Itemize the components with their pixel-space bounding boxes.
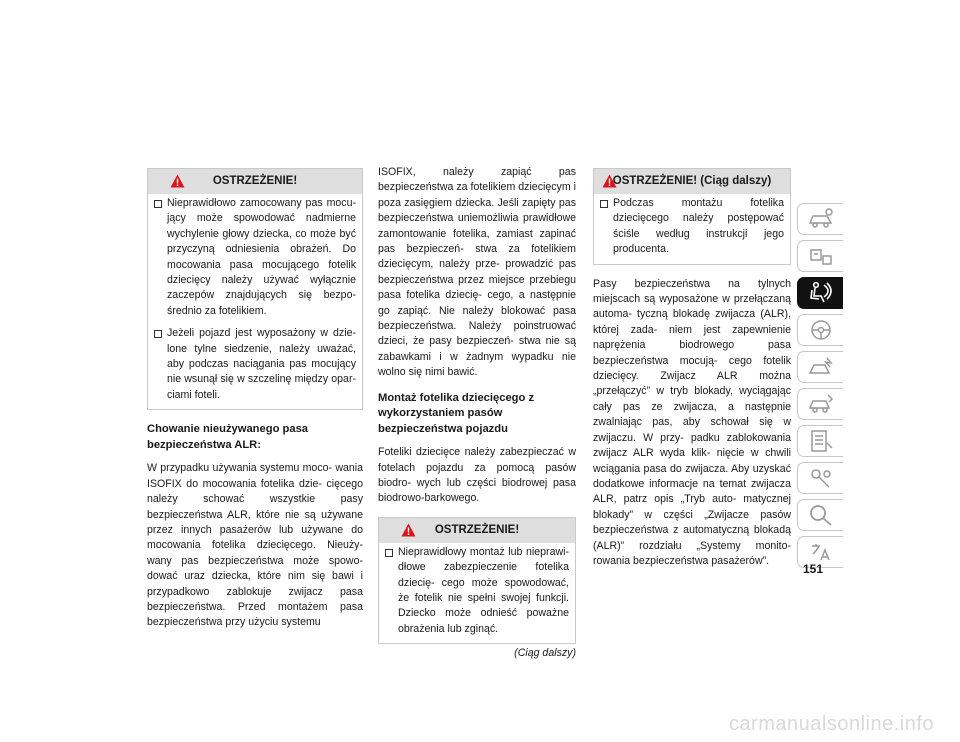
steering-wheel-icon <box>807 318 835 342</box>
section-heading: Montaż fotelika dziecięcego z wykorzystaniem pasów bezpieczeństwa pojazdu <box>378 391 535 435</box>
maintenance-list-icon <box>807 429 835 453</box>
warning-header <box>594 169 790 194</box>
body-paragraph: Pasy bezpieczeństwa na tylnych miejscach są wyposażone w przełączaną automa- tyczną blokadę zwijacza (ALR), której zada- niem jest zapewnienie naprężenia biodrowego pasa bezpieczeństwa mocują- cego fotelik dziecięcy. Zwijacz ALR można „przełączyć” w tryb blokady, wyciągając cały pas ze zwijacza, a następnie zwalniając pas, aby schował się w zwijaczu. W przy- padku zablokowania zwijacz ALR wyda klik- nięcie w chwili wciągania pasa do zwijacza. Aby uzyskać dodatkowe informacje na temat zwijacza ALR, patrz opis „Tryb auto- matycznej blokady” w części „Zwijacze pasów bezpieczeństwa z automatyczną blokadą (ALR)” rozdziału „Systemy monito- rowania bezpieczeństwa pasażerów”. <box>593 277 791 567</box>
section-heading: Chowanie nieużywanego pasa bezpieczeństwa ALR: <box>147 423 309 451</box>
warning-box <box>378 517 576 644</box>
warning-item: Jeżeli pojazd jest wyposażony w dzie- lone tylne siedzenie, należy uważać, aby podczas naciągania pas mocujący nie wsunął się w szczelinę między opar- ciami foteli. <box>154 326 356 403</box>
warning-title: OSTRZEŻENIE! (Ciąg dalszy) <box>612 175 772 187</box>
tab-service[interactable] <box>797 388 843 420</box>
warning-box <box>593 168 791 265</box>
warning-triangle-icon <box>401 523 416 537</box>
dashboard-warning-icon <box>807 244 835 268</box>
page-number: 151 <box>803 562 824 576</box>
warning-header <box>148 169 362 194</box>
checkbox-bullet-icon <box>154 330 162 338</box>
warning-title: OSTRZEŻENIE! <box>434 523 520 536</box>
airbag-seat-icon <box>807 281 835 305</box>
checkbox-bullet-icon <box>600 200 608 208</box>
tab-emergency[interactable] <box>797 351 843 383</box>
tab-vehicle-info[interactable] <box>797 203 843 235</box>
car-crash-icon <box>807 355 835 379</box>
warning-header <box>379 518 575 543</box>
column-right <box>593 168 791 579</box>
tab-index[interactable] <box>797 499 843 531</box>
body-paragraph: ISOFIX, należy zapiąć pas bezpieczeństwa za fotelikiem dziecięcym i poza zasięgiem dziecka. Jeśli zapięty pas bezpieczeństwa uniemożliwia prawidłowe zamontowanie fotelika, zamiast zapinać pas bezpieczeń- stwa za fotelikiem dziecięcym, należy prze- prowadzić pas bezpieczeństwa przez miejsce przebiegu pasa fotelika dziecię- cego, a następnie go zapiąć. Nie należy blokować pasa bezpieczeństwa. Należy poinstruować dzieci, że pasy bezpieczeń- stwa nie są zabawkami i w żadnym wypadku nie wolno się nimi bawić. <box>378 166 576 379</box>
warning-triangle-icon <box>602 174 617 188</box>
tab-driving[interactable] <box>797 314 843 346</box>
continued-note: (Ciąg dalszy) <box>514 647 576 660</box>
warning-item: Nieprawidłowy montaż lub nieprawi- dłowe zabezpieczenie fotelika dziecię- cego może spowodować, że fotelik nie spełni swojej funkcji. Dziecko może odnieść poważne obrażenia lub zginąć. <box>385 545 569 637</box>
tab-dashboard[interactable] <box>797 240 843 272</box>
column-left <box>147 168 363 641</box>
checkbox-bullet-icon <box>154 200 162 208</box>
car-info-icon <box>807 207 835 231</box>
warning-triangle-icon <box>170 174 185 188</box>
warning-title: OSTRZEŻENIE! <box>212 175 298 187</box>
car-service-icon <box>807 392 835 416</box>
tab-maintenance[interactable] <box>797 425 843 457</box>
column-middle <box>378 165 576 662</box>
body-paragraph: W przypadku używania systemu moco- wania ISOFIX do mocowania fotelika dzie- cięcego należy schować wszystkie pasy bezpieczeństwa ALR, które nie są używane przez innych pasażerów lub używane do mocowania fotelika dziecięcego. Nieuży- wany pas bezpieczeństwa może spowo- dować uraz dziecka, które nim się bawi i przypadkowo zablokuje zwijacz pasa bezpieczeństwa. Przed montażem pasa bezpieczeństwa przy użyciu systemu <box>147 462 363 629</box>
tab-technical[interactable] <box>797 462 843 494</box>
search-index-icon <box>807 503 835 527</box>
language-icon <box>807 540 835 564</box>
chapter-tabs <box>797 203 843 573</box>
checkbox-bullet-icon <box>385 549 393 557</box>
warning-item: Nieprawidłowo zamocowany pas mocu- jący może spowodować nadmierne wychylenie głowy dziecka, co może być przyczyną odniesienia obrażeń. Do mocowania pasa mocującego fotelik dziecięcy należy używać wyłącznie zaczepów znajdujących się bezpo- średnio za fotelikiem. <box>154 196 356 319</box>
tab-safety[interactable] <box>797 277 843 309</box>
warning-box <box>147 168 363 410</box>
technical-data-icon <box>807 466 835 490</box>
watermark: carmanualsonline.info <box>0 712 960 742</box>
body-paragraph: Foteliki dziecięce należy zabezpieczać w fotelach pojazdu za pomocą pasów biodro- wych lub części biodrowej pasa biodrowo-barkowego. <box>378 446 576 505</box>
warning-item: Podczas montażu fotelika dziecięcego należy postępować ściśle według instrukcji jego producenta. <box>600 196 784 258</box>
